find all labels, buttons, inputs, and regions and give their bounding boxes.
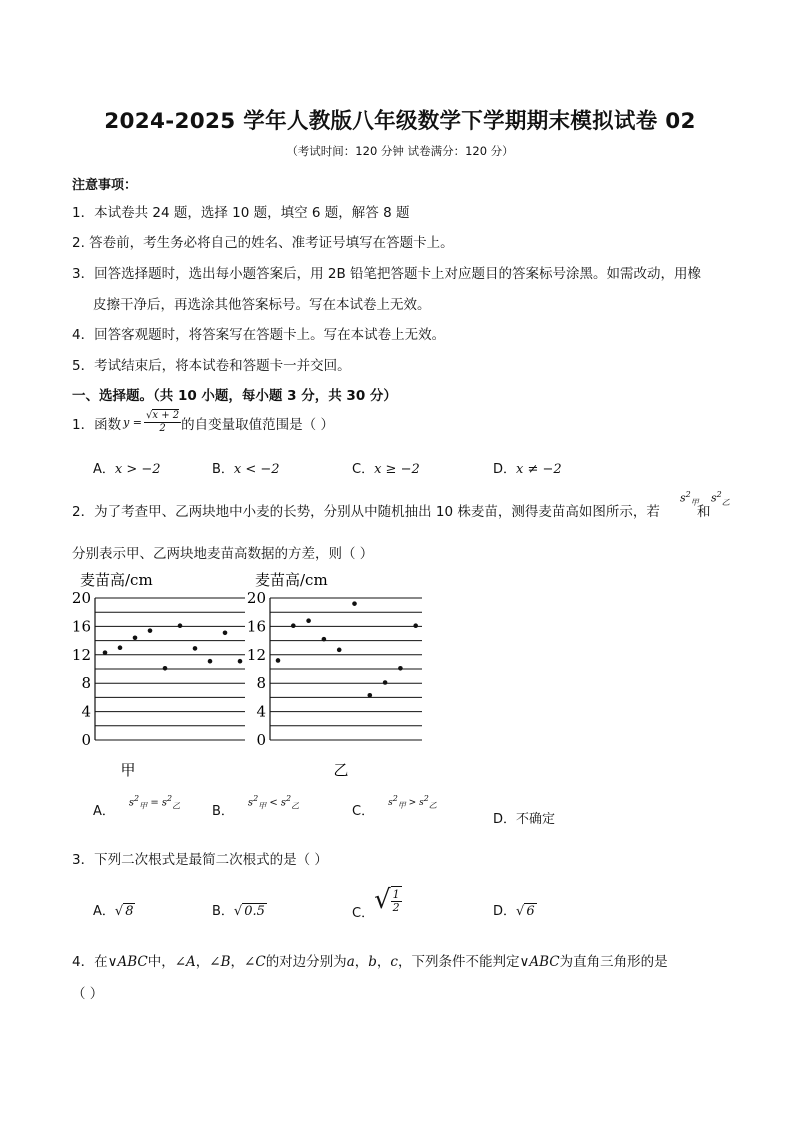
x-axis-label: 乙 — [333, 761, 349, 779]
q2-option-a-expr: $s^2_甲 = s^2_乙$ — [128, 793, 181, 810]
q4-angle-a: ∠A — [174, 954, 196, 970]
q1-radicand: x + 2 — [152, 410, 180, 421]
q4-side-a: a — [346, 954, 355, 970]
q4-comma-3: ， — [354, 954, 369, 970]
q2-a-sub-jia: 甲 — [139, 801, 148, 810]
y-tick-label: 0 — [81, 731, 91, 749]
y-tick-label: 20 — [71, 589, 91, 607]
q4-p1: 4．在 — [72, 954, 108, 970]
q3-c-fraction — [391, 886, 402, 914]
q2-option-b-label: B． — [212, 804, 234, 819]
q2-option-d-label: D． — [493, 812, 517, 827]
q2-line2: 分别表示甲、乙两块地麦苗高数据的方差，则（ ） — [72, 546, 374, 562]
q3-option-b-expr — [234, 904, 267, 919]
q2-option-c-expr: $s^2_甲 > s^2_乙$ — [388, 794, 437, 810]
data-point — [322, 637, 327, 642]
y-tick-label: 8 — [81, 674, 91, 693]
q1-option-c-label: C． — [352, 462, 375, 477]
q4-side-b: b — [368, 954, 377, 970]
q1-sqrt-icon: √ — [146, 410, 153, 421]
q3-d-sqrt-icon: √ — [516, 904, 525, 919]
y-axis-label: 麦苗高/cm — [255, 571, 328, 589]
q2-and: 和 — [697, 504, 711, 520]
data-point — [118, 645, 123, 650]
q1-option-d-label: D． — [493, 462, 517, 477]
q3-c-numerator: 1 — [392, 888, 400, 901]
q4-triangle-2: ∨ABC — [519, 954, 560, 970]
q2-option-b[interactable] — [212, 793, 300, 819]
q2-s-yi-sup: 2 — [716, 490, 722, 499]
data-point — [368, 693, 373, 698]
q2-a-sub-yi: 乙 — [172, 801, 181, 810]
q1-denominator: 2 — [159, 423, 166, 434]
q3-c-sqrt-icon: √ — [374, 885, 391, 915]
q1-numerator — [144, 410, 181, 423]
q2-s-yi-sub: 乙 — [721, 497, 730, 507]
q2-s-jia-sub: 甲 — [690, 497, 699, 507]
q3-option-a-label: A． — [93, 904, 115, 919]
q3-b-sqrt-icon: √ — [233, 904, 243, 919]
q2-s-yi — [711, 490, 730, 508]
data-point — [352, 601, 357, 606]
y-tick-label: 16 — [71, 617, 91, 636]
q2-c-sub-jia: 甲 — [397, 801, 406, 810]
q2-option-d[interactable] — [493, 808, 555, 827]
q2-charts — [60, 565, 460, 785]
q4-p4: ，下列条件不能判定 — [397, 954, 520, 970]
q3-option-a[interactable] — [93, 900, 135, 919]
q1-option-b[interactable] — [212, 458, 280, 477]
q2-option-a[interactable] — [93, 793, 181, 819]
data-point — [238, 659, 243, 664]
q1-suffix: 的自变量取值范围是（ ） — [181, 416, 334, 433]
data-point — [306, 618, 311, 623]
q2-line1: 2．为了考查甲、乙两块地中小麦的长势，分别从中随机抽出 10 株麦苗，测得麦苗高如图所示，若 — [72, 504, 660, 520]
q1-option-d-expr: x ≠ −2 — [516, 462, 562, 477]
data-point — [208, 659, 213, 664]
page-title: 2024-2025 学年人教版八年级数学下学期期末模拟试卷 02 — [104, 109, 696, 134]
q2-b-sub-jia: 甲 — [258, 801, 267, 810]
chart-jia — [72, 571, 245, 779]
q1-option-c[interactable] — [352, 458, 420, 477]
y-tick-label: 12 — [246, 645, 266, 664]
y-tick-label: 0 — [256, 731, 266, 749]
data-point — [133, 635, 138, 640]
y-tick-label: 8 — [256, 674, 266, 693]
data-point — [223, 630, 228, 635]
q3-d-radicand: 6 — [526, 904, 535, 919]
y-tick-label: 20 — [246, 589, 266, 607]
notice-item-4: 4．回答客观题时，将答案写在答题卡上。写在本试卷上无效。 — [72, 327, 446, 343]
q4-line2: （ ） — [72, 986, 104, 1002]
notice-item-2: 2. 答卷前，考生务必将自己的姓名、准考证号填写在答题卡上。 — [72, 235, 454, 251]
q4-p3: 的对边分别为 — [265, 954, 347, 970]
q2-option-c-label: C． — [352, 804, 375, 819]
data-point — [413, 623, 418, 628]
q1-option-a[interactable] — [93, 458, 161, 477]
data-point — [148, 628, 153, 633]
q1-option-b-label: B． — [212, 462, 234, 477]
q2-s-jia — [680, 490, 699, 508]
q3-option-d-label: D． — [493, 904, 517, 919]
data-point — [276, 658, 281, 663]
q1-option-a-label: A． — [93, 462, 115, 477]
q2-option-a-label: A． — [93, 804, 115, 819]
q4-angle-b: ∠B — [209, 954, 231, 970]
section1-heading: 一、选择题。（共 10 小题，每小题 3 分，共 30 分） — [72, 388, 397, 404]
q4-triangle: ∨ABC — [107, 954, 148, 970]
q1-y-eq: y = — [123, 416, 143, 429]
notice-item-3-cont: 皮擦干净后，再选涂其他答案标号。写在本试卷上无效。 — [93, 297, 431, 313]
q3-option-d[interactable] — [493, 900, 537, 919]
y-tick-label: 16 — [246, 617, 266, 636]
data-point — [291, 623, 296, 628]
data-point — [193, 646, 198, 651]
notice-heading: 注意事项： — [72, 178, 138, 193]
q2-s-yi-symbol: s — [711, 491, 717, 505]
question-4 — [72, 950, 668, 970]
data-point — [178, 623, 183, 628]
notice-item-3: 3．回答选择题时，选出每小题答案后，用 2B 铅笔把答题卡上对应题目的答案标号涂黑。如需改动，用橡 — [72, 266, 702, 282]
q3-option-d-expr — [516, 904, 537, 919]
notice-item-1: 1．本试卷共 24 题，选择 10 题，填空 6 题，解答 8 题 — [72, 205, 410, 221]
q3-b-radicand: 0.5 — [244, 904, 265, 919]
q2-b-op: < — [269, 797, 278, 808]
q4-comma-2: ， — [230, 954, 245, 970]
q3-stem: 3．下列二次根式是最简二次根式的是（ ） — [72, 852, 328, 868]
y-axis-label: 麦苗高/cm — [80, 571, 153, 589]
q1-option-a-expr: x > −2 — [114, 462, 161, 477]
data-point — [163, 666, 168, 671]
q2-b-sub-yi: 乙 — [291, 801, 300, 810]
page-subtitle: （考试时间：120 分钟 试卷满分：120 分） — [286, 144, 514, 158]
q2-c-op: > — [408, 798, 417, 809]
q3-c-denominator: 2 — [392, 901, 400, 914]
q4-comma-1: ， — [195, 954, 210, 970]
q4-p2: 中， — [147, 954, 175, 970]
y-tick-label: 4 — [256, 702, 266, 721]
q3-option-a-expr — [115, 904, 136, 919]
data-point — [103, 650, 108, 655]
q4-side-c: c — [390, 954, 398, 970]
q3-a-sqrt-icon: √ — [114, 904, 124, 919]
q4-angle-c: ∠C — [244, 954, 266, 970]
q3-option-c[interactable] — [352, 878, 402, 922]
q1-option-d[interactable] — [493, 458, 562, 477]
notice-item-5: 5．考试结束后，将本试卷和答题卡一并交回。 — [72, 358, 351, 374]
q1-option-c-expr: x ≥ −2 — [374, 462, 420, 477]
q1-option-b-expr: x < −2 — [233, 462, 280, 477]
q2-c-sub-yi: 乙 — [428, 801, 437, 810]
q3-a-radicand: 8 — [125, 904, 134, 919]
q3-option-b[interactable] — [212, 900, 267, 919]
y-tick-label: 4 — [81, 702, 91, 721]
question-1 — [72, 410, 334, 435]
q4-p5: 为直角三角形的是 — [559, 954, 668, 970]
q2-a-op: = — [150, 797, 159, 808]
q2-option-c[interactable] — [352, 794, 437, 819]
x-axis-label: 甲 — [120, 761, 136, 779]
q4-comma-4: ， — [376, 954, 391, 970]
q2-s-jia-symbol: s — [680, 491, 686, 505]
q1-prefix: 1．函数 — [72, 416, 122, 433]
y-tick-label: 12 — [71, 645, 91, 664]
q3-option-c-label: C． — [352, 905, 375, 921]
q2-option-d-text: 不确定 — [516, 812, 556, 827]
q2-s-jia-sup: 2 — [685, 490, 691, 499]
chart-yi — [247, 571, 422, 779]
data-point — [383, 680, 388, 685]
q3-option-b-label: B． — [212, 904, 234, 919]
data-point — [398, 666, 403, 671]
q1-fraction — [144, 410, 181, 435]
q2-option-b-expr: $s^2_甲 < s^2_乙$ — [247, 793, 300, 810]
data-point — [337, 648, 342, 653]
